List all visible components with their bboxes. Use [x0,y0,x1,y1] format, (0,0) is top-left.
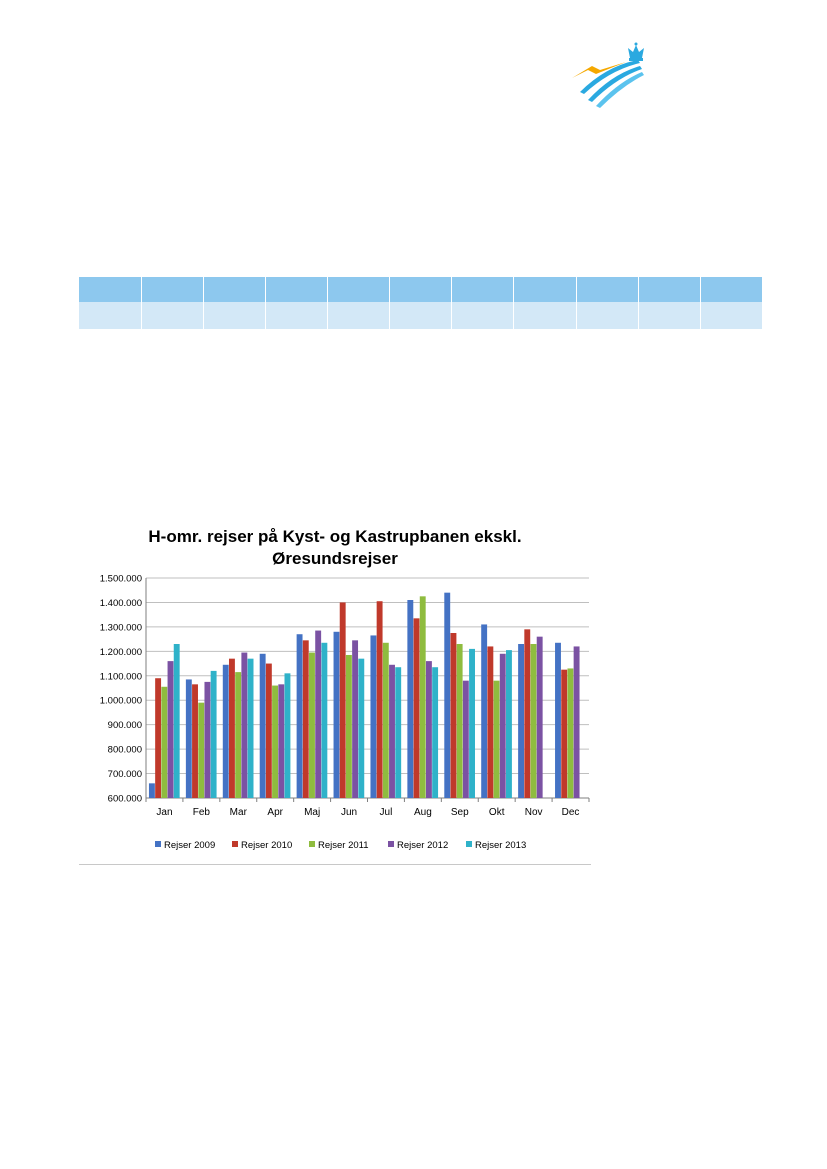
table-cell [328,302,390,329]
bar [272,686,278,798]
bar [481,624,487,798]
bar [494,681,500,798]
legend-swatch [466,841,472,847]
bar [377,601,383,798]
logo-blue-swoosh [580,60,640,94]
x-tick-label: Jul [379,807,393,818]
bar [285,673,291,798]
bar [574,646,580,798]
x-tick-label: Dec [561,807,580,818]
table-cell [514,277,576,302]
x-tick-label: Apr [267,807,283,818]
bar [500,654,506,798]
y-tick-label: 600.000 [107,793,142,805]
bar [414,618,420,798]
x-tick-label: Jun [340,807,358,818]
bar [346,655,352,798]
table-cell [390,277,452,302]
bar [383,643,389,798]
legend-label: Rejser 2010 [241,840,293,851]
table-cell [452,302,514,329]
bar [334,632,340,798]
table-cell [390,302,452,329]
bar [432,667,438,798]
table-cell [203,302,265,329]
bar [531,644,537,798]
bar [426,661,432,798]
bar [389,665,395,798]
bar [186,679,192,798]
bar [192,684,198,798]
x-tick-label: Mar [229,807,247,818]
legend-swatch [155,841,161,847]
crown-icon [628,43,644,62]
bar [149,783,155,798]
table-cell [576,302,638,329]
y-tick-label: 700.000 [107,769,142,781]
table-cell [514,302,576,329]
bar [358,659,364,798]
bar [321,643,327,798]
bar [155,678,161,798]
bar [340,602,346,798]
bar [278,684,284,798]
table-cell [700,277,762,302]
y-tick-label: 1.300.000 [99,622,142,634]
table-cell [265,302,327,329]
bar [561,670,567,798]
bar [198,703,204,798]
bar [518,644,524,798]
y-tick-label: 1.100.000 [99,671,142,683]
bar [223,665,229,798]
bar [450,633,456,798]
bar [241,653,247,798]
bar [260,654,266,798]
bar [161,687,167,798]
x-tick-label: Maj [304,807,321,818]
y-tick-label: 900.000 [107,720,142,732]
table-header-row [79,277,763,302]
bar [537,637,543,798]
bar [420,596,426,798]
legend-label: Rejser 2012 [397,840,449,851]
bar [524,629,530,798]
bar [555,643,561,798]
table-cell [452,277,514,302]
bar [463,681,469,798]
table-cell [700,302,762,329]
y-tick-label: 1.400.000 [99,597,142,609]
bar [229,659,235,798]
bar [407,600,413,798]
x-tick-label: Feb [192,807,210,818]
x-tick-label: Okt [488,807,505,818]
x-tick-label: Nov [524,807,543,818]
bar [567,668,573,798]
bar [303,640,309,798]
table-cell [79,302,141,329]
legend-swatch [232,841,238,847]
legend-label: Rejser 2009 [164,840,216,851]
bar [487,646,493,798]
legend-swatch [388,841,394,847]
bar [469,649,475,798]
x-tick-label: Jan [156,807,173,818]
bar [457,644,463,798]
chart-container [79,520,591,866]
table-cell [265,277,327,302]
empty-data-table [79,277,763,329]
bar [204,682,210,798]
bar [444,593,450,798]
bar [174,644,180,798]
table-cell [638,277,700,302]
x-tick-label: Sep [450,807,469,818]
bar [266,664,272,798]
legend-label: Rejser 2013 [475,840,527,851]
x-tick-label: Aug [413,807,432,818]
transport-crown-logo-icon [566,42,662,108]
bar [370,635,376,798]
chart-title: H-omr. rejser på Kyst- og Kastrupbanen ekskl. Øresundsrejser [148,527,522,568]
bar [297,634,303,798]
legend-label: Rejser 2011 [318,840,369,851]
table-cell [203,277,265,302]
bar [395,667,401,798]
table-row [79,302,763,329]
table-cell [328,277,390,302]
table-cell [79,277,141,302]
chart-bottom-rule [79,864,591,865]
legend-swatch [309,841,315,847]
table-cell [576,277,638,302]
y-tick-label: 1.200.000 [99,646,142,658]
bar-chart [79,520,591,866]
bar [211,671,217,798]
table-cell [638,302,700,329]
bar [352,640,358,798]
bar [315,631,321,798]
bar [168,661,174,798]
y-tick-label: 1.500.000 [99,573,142,585]
bar [309,653,315,798]
y-tick-label: 800.000 [107,744,142,756]
bar [248,659,254,798]
bar [506,650,512,798]
table-cell [141,302,203,329]
table-cell [141,277,203,302]
y-tick-label: 1.000.000 [99,695,142,707]
bar [235,672,241,798]
